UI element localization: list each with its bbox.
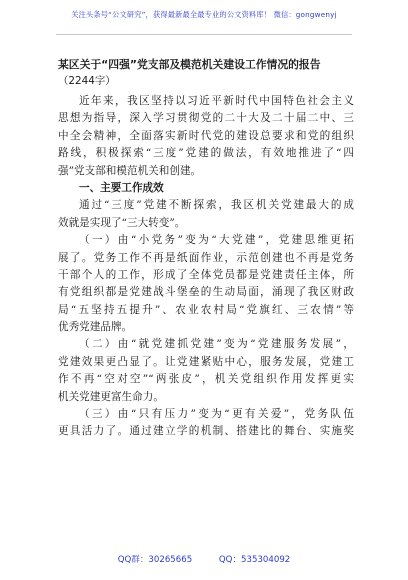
paragraph-summary: [58, 197, 354, 232]
text-line: 有党组织都是党建战斗堡垒的生动局面，涌现了我区财政: [58, 286, 354, 299]
text-line: 机关党建更富生命力。: [58, 390, 164, 403]
text-line: （三）由“只有压力”变为“更有关爱”，党务队伍: [79, 408, 354, 421]
text-line: 效就是实现了“三大转变”。: [58, 216, 186, 229]
text-line: 展了。党务工作不再是纸面作业，示范创建也不再是党务: [58, 251, 354, 264]
document-title: 某区关于“四强”党支部及模范机关建设工作情况的报告: [58, 58, 321, 71]
paragraph-point-1: [58, 232, 354, 336]
paragraph-point-2: [58, 336, 354, 406]
text-line: （二）由“就党建抓党建”变为“党建服务发展”，: [79, 338, 354, 351]
paragraph-point-3: [58, 406, 354, 441]
text-line: （一）由“小党务”变为“大党建”，党建思维更拓: [79, 234, 354, 247]
text-line: 中全会精神，全面落实新时代党的建设总要求和党的组织: [58, 129, 354, 142]
text-line: 思想为指导，深入学习贯彻党的二十大及二十届二中、三: [58, 112, 354, 125]
section-heading: 一、主要工作成效: [79, 181, 164, 194]
text-line: 干部个人的工作，形成了全体党员都是党建责任主体，所: [58, 268, 354, 281]
qq-group-text: QQ群：30265665: [117, 555, 193, 565]
text-line: 路线，积极探索“三度”党建的做法，有效地推进了“四: [58, 147, 354, 160]
text-line: 作不再“空对空”“两张皮”，机关党组织作用发挥更实: [58, 373, 354, 386]
header-divider: [56, 34, 352, 35]
qq-number-text: QQ：535304092: [218, 555, 291, 565]
paragraph-intro: [58, 93, 354, 180]
text-line: 近年来，我区坚持以习近平新时代中国特色社会主义: [79, 95, 354, 107]
text-line: 通过“三度”党建不断探索，我区机关党建最大的成: [79, 199, 354, 212]
text-line: 局“五坚持五提升”、农业农村局“党旗红、三农情”等: [58, 303, 354, 316]
text-line: 更具活力了。通过建立学的机制、搭建比的舞台、实施奖: [58, 425, 354, 438]
text-line: 优秀党建品牌。: [58, 321, 133, 334]
document-body: [58, 56, 354, 441]
footer-contact: [0, 553, 408, 565]
text-line: 强”党支部和模范机关和创建。: [58, 164, 202, 177]
word-count: （2244字）: [58, 75, 116, 87]
text-line: 党建效果更凸显了。让党建紧贴中心，服务发展，党建工: [58, 355, 354, 368]
header-banner: 关注头条号“公文研究”，获得最新最全最专业的公文资料库！ 微信：gongwenyj: [71, 10, 337, 19]
